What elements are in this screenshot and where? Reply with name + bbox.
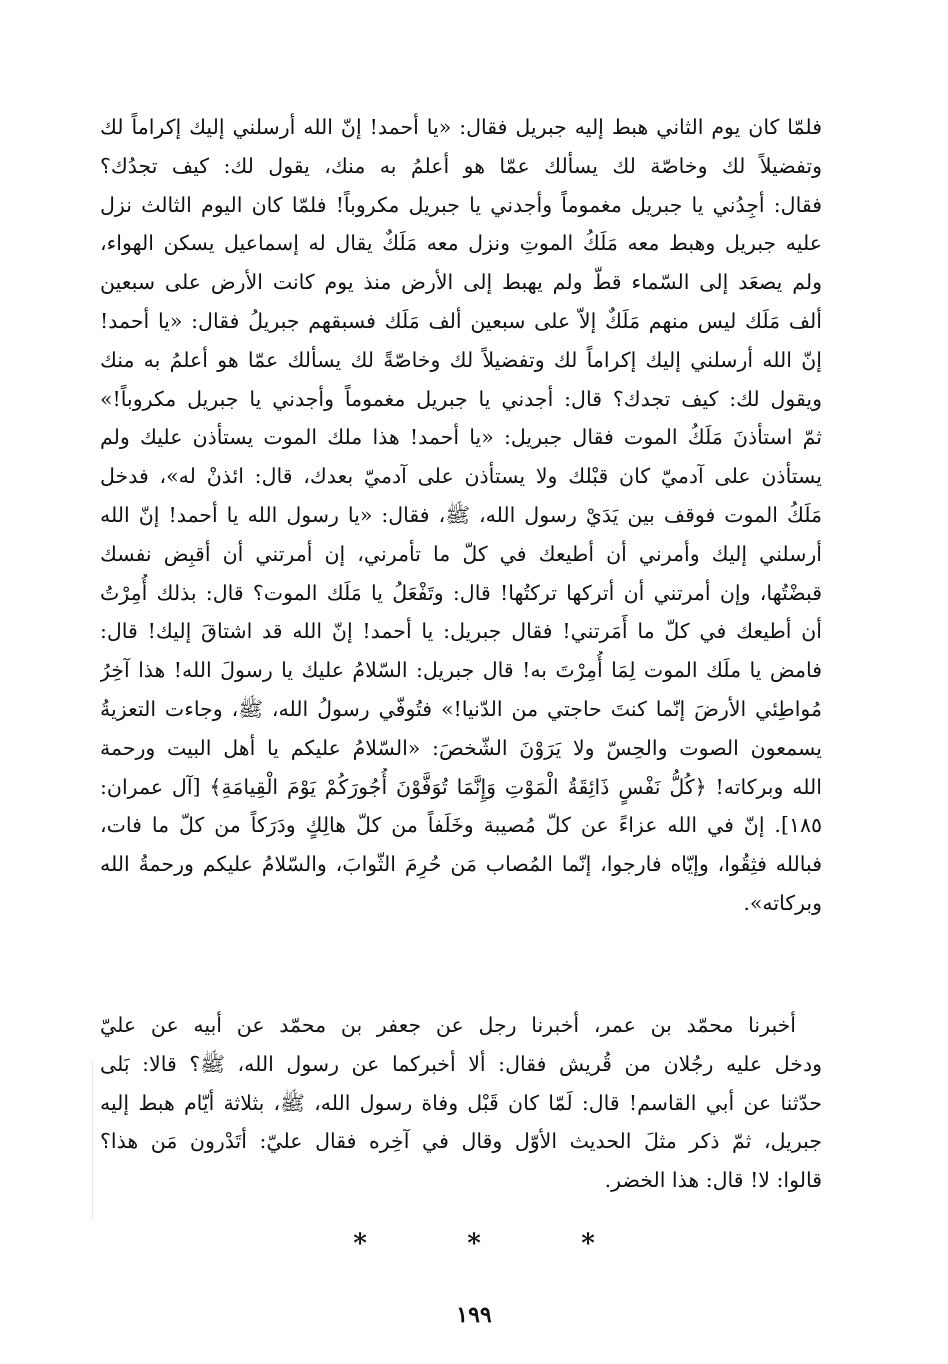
text-line: يسمعون الصوت والحِسّ ولا يَرَوْنَ الشّخصَ: «السّلامُ عليكم يا أهل البيت ورحمة xyxy=(100,735,822,760)
asterisk-ornament: * xyxy=(581,1229,595,1259)
paragraph-1 xyxy=(100,108,822,923)
text-line: مُواطِئي الأرضَ إنّما كنتَ حاجتي من الدّنيا!» فتُوفّي رسولُ الله، ﷺ، وجاءت التعزيةُ xyxy=(100,696,822,721)
page-number: ١٩٩ xyxy=(456,1302,492,1328)
text-line: فقال: أجِدُني يا جبريل مغموماً وأجدني يا جبريل مكروباً! فلمّا كان اليوم الثالث نزل xyxy=(100,192,822,217)
asterisk-ornament: * xyxy=(353,1229,367,1259)
text-line: أرسلني إليك وأمرني أن أطيعك في كلّ ما تأمرني، إن أمرتني أن أقبِض نفسك xyxy=(100,541,822,566)
text-line: وبركاته». xyxy=(743,890,822,915)
text-line: أخبرنا محمّد بن عمر، أخبرنا رجل عن جعفر بن محمّد عن أبيه عن عليّ xyxy=(100,1013,796,1037)
text-line: الله وبركاته! ﴿كُلُّ نَفْسٍ ذَائِقَةُ الْمَوْتِ وَإِنَّمَا تُوَفَّوْنَ أُجُورَكُمْ يَوْمَ الْقِيامَةِ﴾ [آل عمران: xyxy=(100,774,822,799)
text-line: إنّ الله أرسلني إليك إكراماً لك وتفضيلاً لك وخاصّةً لك يسألك عمّا هو أعلمُ به منك xyxy=(100,347,822,372)
text-line: فلمّا كان يوم الثاني هبط إليه جبريل فقال: «يا أحمد! إنّ الله أرسلني إليك إكراماً لك xyxy=(100,115,822,139)
text-line: قبضْتُها، وإن أمرتني أن أتركها تركتُها! قال: وتَفْعَلُ يا مَلَك الموت؟ قال: بذلك أُمِرْتُ xyxy=(100,580,822,605)
text-line: ودخل عليه رجُلان من قُريش فقال: ألا أخبركما عن رسول الله، ﷺ؟ قالا: بَلى xyxy=(100,1051,822,1076)
text-line: ألف مَلَك ليس منهم مَلَكٌ إلاّ على سبعين ألف مَلَك فسبقهم جبريلُ فقال: «يا أحمد! xyxy=(100,308,822,333)
text-line: عليه جبريل وهبط معه مَلَكُ الموتِ ونزل معه مَلَكٌ يقال له إسماعيل يسكن الهواء، xyxy=(100,231,822,256)
text-line: وتفضيلاً لك وخاصّة لك يسألك عمّا هو أعلمُ به منك، يقول لك: كيف تجدُك؟ xyxy=(100,153,822,178)
text-line: قالوا: لا! قال: هذا الخضر. xyxy=(604,1168,822,1193)
text-line: ١٨٥]. إنّ في الله عزاءً عن كلّ مُصيبة وخَلَفاً من كلّ هالِكٍ ودَرَكاً من كلّ ما فات، xyxy=(100,813,822,838)
text-line: فامض يا ملَك الموت لِمَا أُمِرْتَ به! قال جبريل: السّلامُ عليك يا رسولَ الله! هذا آخِرُ xyxy=(100,658,822,683)
text-line: يستأذن على آدميّ كان قبْلك ولا يستأذن على آدميّ بعدك، قال: ائذنْ له»، فدخل xyxy=(100,464,822,489)
asterisk-ornament: * xyxy=(467,1229,481,1259)
text-line: جبريل، ثمّ ذكر مثلَ الحديث الأوّل وقال في آخِره فقال عليّ: أتَدْرون مَن هذا؟ xyxy=(100,1129,822,1154)
paragraph-2 xyxy=(100,1006,822,1200)
scan-edge-line xyxy=(92,1060,93,1220)
text-line: ثمّ استأذنَ مَلَكُ الموت فقال جبريل: «يا أحمد! هذا ملك الموت يستأذن عليك ولم xyxy=(100,425,822,450)
text-line: مَلَكُ الموت فوقف بين يَدَيْ رسول الله، ﷺ، فقال: «يا رسول الله يا أحمد! إنّ الله xyxy=(100,502,822,527)
section-separator xyxy=(340,1226,608,1262)
text-line: ولم يصعَد إلى السّماء قطّ ولم يهبط إلى الأرض منذ يوم كانت الأرض على سبعين xyxy=(100,270,822,295)
text-line: فبالله فثِقُوا، وإيّاه فارجوا، إنّما المُصاب مَن حُرِمَ الثّوابَ، والسّلامُ عليكم ورحمةُ الله xyxy=(100,852,822,877)
text-line: حدّثنا عن أبي القاسم! قال: لَمّا كان قَبْل وفاة رسول الله، ﷺ، بثلاثة أيّام هبط إليه xyxy=(100,1090,822,1115)
text-line: ويقول لك: كيف تجدك؟ قال: أجدني يا جبريل مغموماً وأجدني يا جبريل مكروباً!» xyxy=(100,386,822,411)
text-line: أن أطيعك في كلّ ما أَمَرتني! فقال جبريل: يا أحمد! إنّ الله قد اشتاقَ إليك! قال: xyxy=(100,619,822,644)
